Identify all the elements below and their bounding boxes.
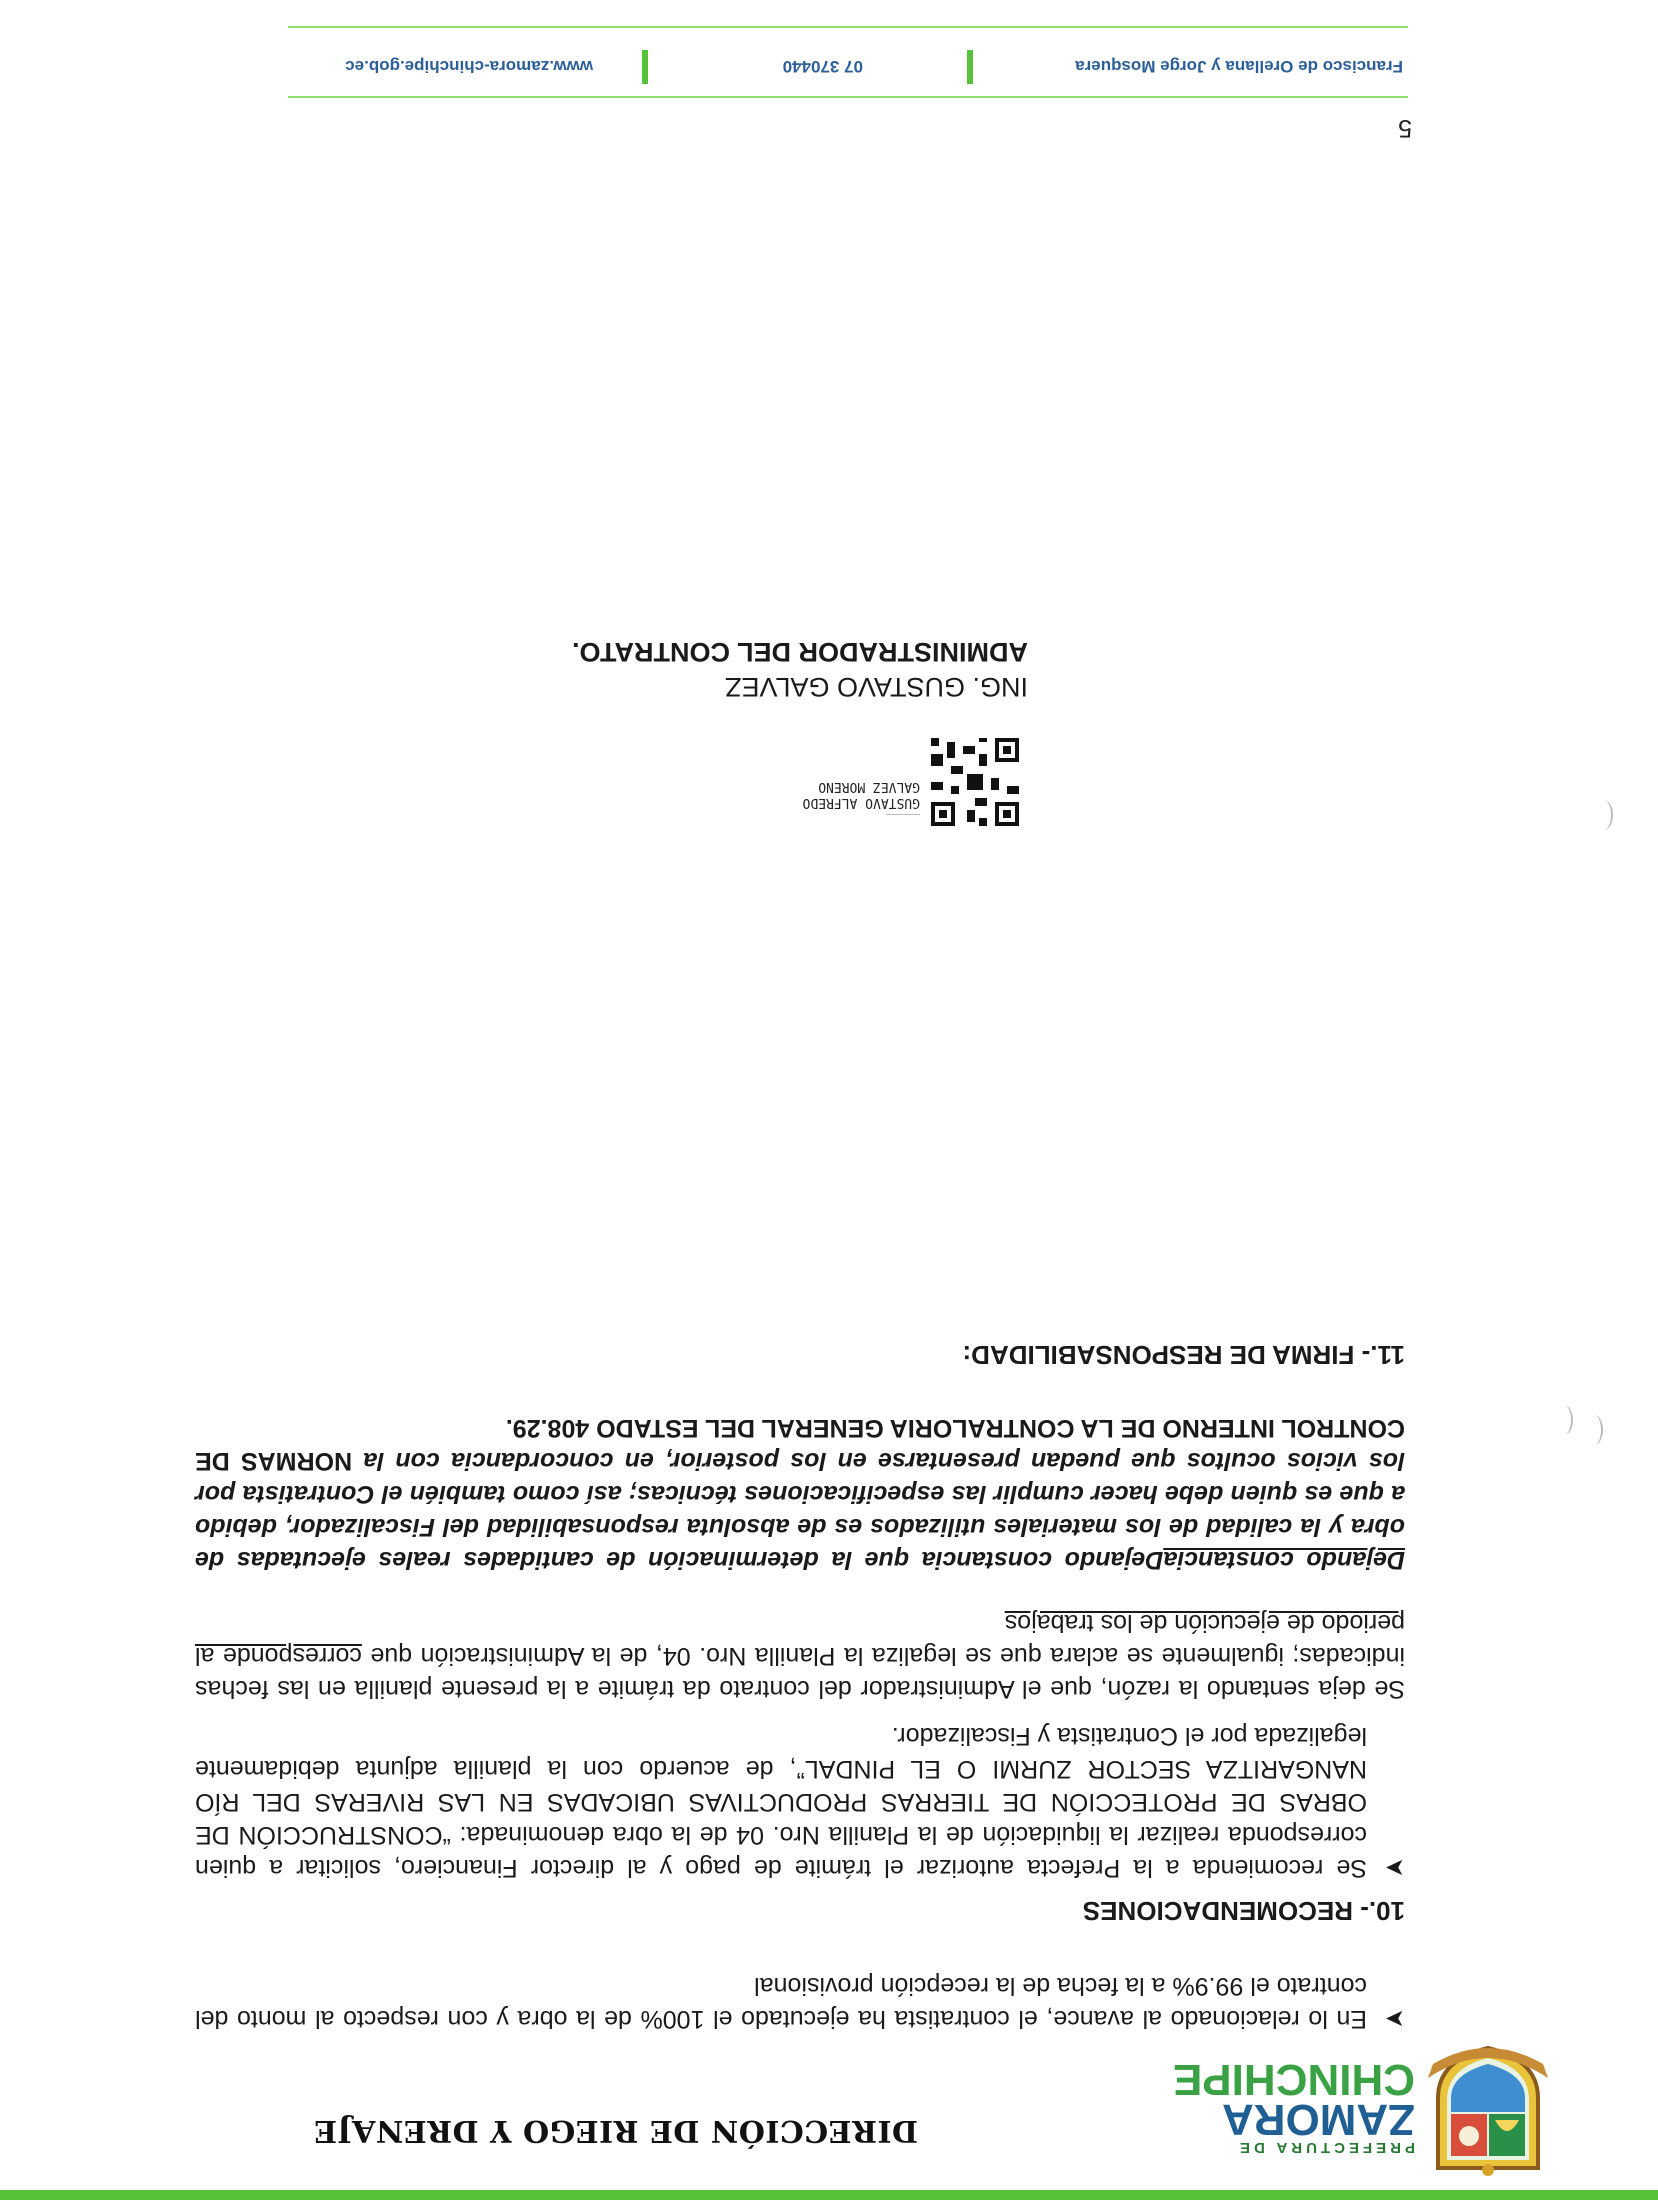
footer-address: Francisco de Orellana y Jorge Mosquera <box>1075 57 1403 76</box>
footer-separator <box>642 50 648 84</box>
signature-block <box>528 636 1028 830</box>
paragraph-constancia-norms: NORMAS DE CONTROL INTERNO DE LA CONTRALORIA GENERAL DEL ESTADO 408.29. <box>195 1414 1405 1475</box>
bullet-progress <box>195 1969 1405 2035</box>
bullet-recommendation <box>195 1719 1405 1884</box>
arrow-bullet-icon: ➤ <box>1384 2005 1405 2032</box>
signer-name: ING. GUSTAVO GALVEZ <box>724 672 1028 702</box>
footer-website[interactable]: www.zamora-chinchipe.gob.ec <box>345 57 593 76</box>
paragraph-reason-underlined: corresponde al periodo de ejecución de los trabajos <box>195 1609 1405 1670</box>
qr-signer-line2: GALVEZ MORENO <box>818 779 920 794</box>
qr-fine-print: ———————— <box>886 811 920 819</box>
paragraph-constancia <box>195 1411 1405 1576</box>
qr-signer-caption <box>803 778 920 820</box>
document-body <box>195 1328 1405 2035</box>
brand-line-chinchipe: CHINCHIPE <box>1172 2055 1415 2104</box>
coat-of-arms-icon <box>1423 2043 1553 2178</box>
header-green-bar <box>0 2190 1658 2200</box>
scan-artifact <box>1595 800 1613 830</box>
paragraph-reason <box>195 1606 1405 1705</box>
qr-signer-line1: GUSTAVO ALFREDO <box>802 795 920 810</box>
signer-role: ADMINISTRADOR DEL CONTRATO. <box>572 637 1028 667</box>
department-title: DIRECCIÓN DE RIEGO Y DRENAJE <box>313 2113 918 2148</box>
scan-artifact <box>1585 1415 1603 1445</box>
brand-line-prefectura: PREFECTURA DE <box>1236 2139 1415 2156</box>
brand-wordmark <box>1135 2055 1415 2156</box>
electronic-signature <box>528 730 1028 830</box>
scan-artifact <box>1555 1405 1573 1435</box>
footer-bar <box>288 26 1408 98</box>
arrow-bullet-icon: ➤ <box>1384 1854 1405 1881</box>
page-number: 5 <box>1398 114 1412 142</box>
prefectura-logo <box>1133 2038 1553 2178</box>
qr-code-icon <box>927 734 1023 830</box>
section-10-title: 10.- RECOMENDACIONES <box>1082 1896 1405 1926</box>
footer-phone: 07 370440 <box>782 57 863 76</box>
bullet-recommendation-text: Se recomienda a la Prefecta autorizar el trámite de pago y al director Financiero, solicitar a quien corresponda realizar la liquidación de la Planilla Nro. 04 de la obra denominada: “CONSTRUCCIÓN DE OBRAS DE PROTECCIÓN DE TIERRAS PRODUCTIVAS UBICADAS EN LAS RIVERAS DEL RÍO NANGARITZA SECTOR ZURMI O EL PINDAL”, de acuerdo con la planilla adjunta debidamente legalizada por el Contratista y Fiscalizador. <box>195 1722 1367 1882</box>
footer-separator <box>967 50 973 84</box>
section-11-title: 11.- FIRMA DE RESPONSABILIDAD: <box>962 1340 1405 1370</box>
paragraph-constancia-lead: Dejando constancia <box>1163 1546 1405 1574</box>
bullet-progress-text: En lo relacionado al avance, el contratista ha ejecutado el 100% de la obra y con respecto al monto del contrato el 99.9% a la fecha de la recepción provisional <box>195 1972 1367 2033</box>
paragraph-reason-text: Se deja sentando la razón, que el Administrador del contrato da trámite a la presente planilla en las fechas indicadas; igualmente se aclara que se legaliza la Planilla Nro. 04, de la Administración que <box>195 1642 1405 1703</box>
paragraph-constancia-text: Dejando constancia que la determinación de cantidades reales ejecutadas de obra y la calidad de los materiales utilizados es de absoluta responsabilidad del Fiscalizador, debido a que es quien debe hacer cumplir las especificaciones técnicas; así como también el Contratista por los vicios ocultos que puedan presentarse en los posterior, en concordancia con la <box>195 1447 1405 1574</box>
brand-line-zamora: ZAMORA <box>1221 2095 1415 2144</box>
